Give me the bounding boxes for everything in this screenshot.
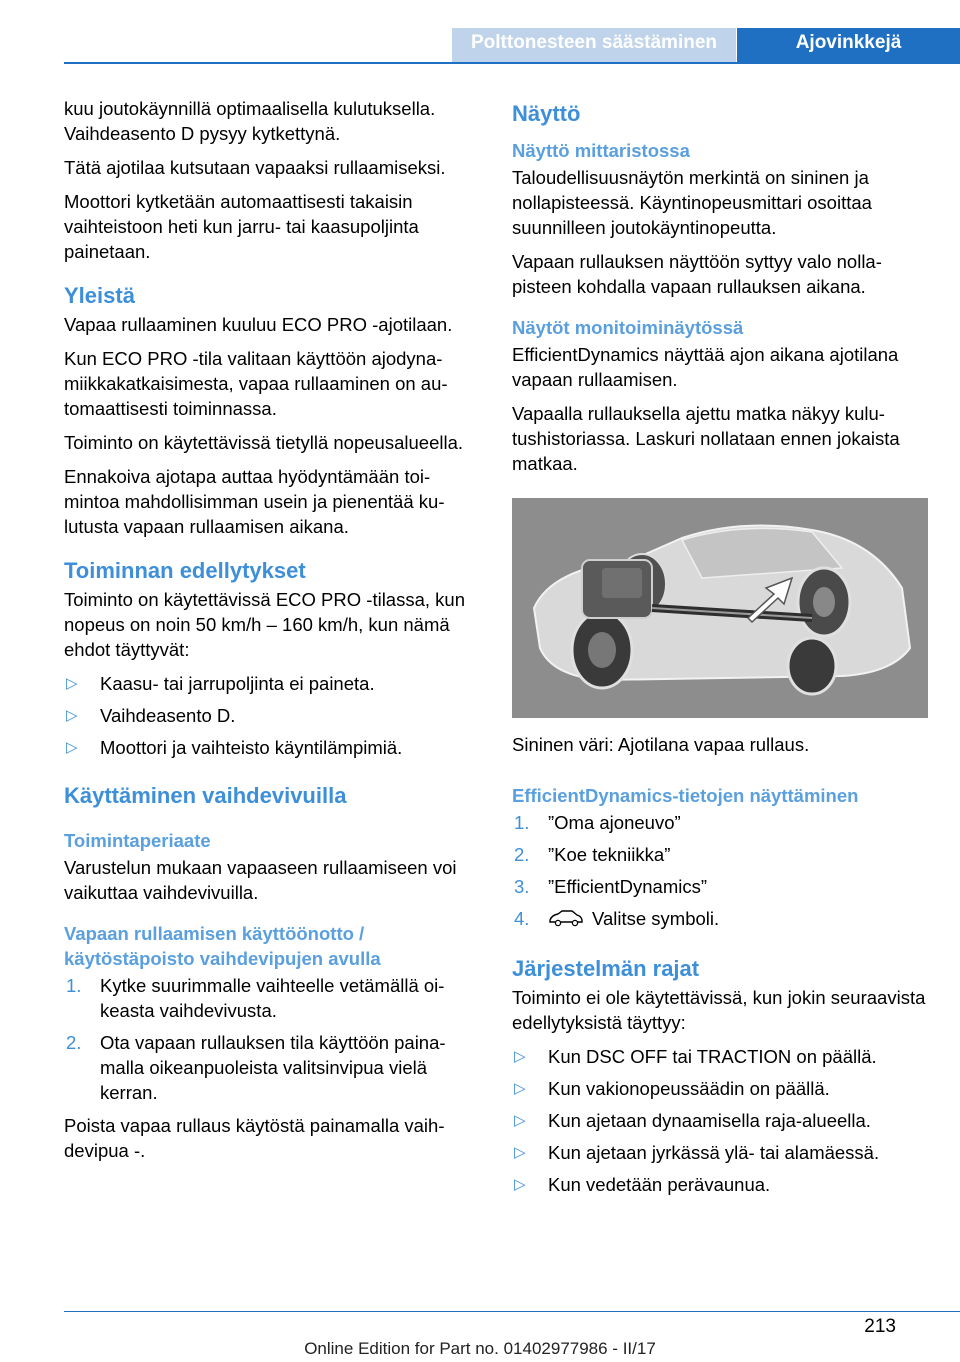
paragraph: Toiminto on käytettävissä tietyllä nopeusalueella.: [64, 432, 464, 453]
step-number: 4.: [514, 908, 530, 929]
footer-edition: Online Edition for Part no. 01402977986 - II/17: [304, 1339, 656, 1358]
list-item-text: Kun ajetaan jyrkässä ylä- tai alamäessä.: [548, 1141, 880, 1163]
car-coasting-symbol-icon: [548, 908, 584, 933]
triangle-bullet-icon: ▷: [514, 1143, 526, 1161]
subheading-efficientdynamics: EfficientDynamics-tietojen näyttäminen: [512, 785, 859, 806]
list-item: [64, 1030, 479, 1105]
paragraph: Toiminto on käytettävissä ECO PRO -tilassa, kun nopeus on noin 50 km/h – 160 km/h, kun nämä ehdot täyttyvät:: [64, 589, 465, 660]
subheading-toimintaperiaate: Toimintaperiaate: [64, 830, 211, 851]
triangle-bullet-icon: ▷: [66, 675, 78, 692]
step-number: 2.: [66, 1032, 82, 1053]
triangle-bullet-icon: ▷: [66, 739, 78, 756]
paragraph: Vapaalla rullauksella ajettu matka näkyy kulutushistoriassa. Laskuri nollataan ennen jokaista matkaa.: [512, 403, 900, 474]
list-item-text: Valitse symboli.: [592, 908, 720, 929]
list-item: [512, 1044, 927, 1069]
footer-rule: [64, 1311, 960, 1312]
paragraph: Varustelun mukaan vapaaseen rullaamiseen voi vaikuttaa vaihdevivuilla.: [64, 857, 457, 903]
subheading-monitoimi: Näytöt monitoiminäytössä: [512, 317, 744, 338]
list-item-text: ”EfficientDynamics”: [548, 876, 708, 897]
list-item-text: Kun ajetaan dynaamisella raja-alueella.: [548, 1109, 871, 1131]
triangle-bullet-icon: ▷: [66, 707, 78, 724]
section-heading-rajat: Järjestelmän rajat: [512, 955, 700, 981]
header-section-tab: Polttonesteen säästäminen: [452, 28, 736, 62]
subheading-mittaristo: Näyttö mittaristossa: [512, 140, 690, 161]
page-number: 213: [864, 1316, 896, 1337]
limits-list: [512, 1044, 927, 1197]
triangle-bullet-icon: ▷: [514, 1047, 526, 1065]
list-item: [512, 1108, 927, 1133]
list-item: [64, 735, 479, 760]
triangle-bullet-icon: ▷: [514, 1175, 526, 1193]
list-item: [512, 810, 927, 835]
condition-list: [64, 671, 479, 760]
intro-paragraph: kuu joutokäynnillä optimaalisella kulutuksella. Vaihdeasento D pysyy kytkettynä.: [64, 98, 436, 144]
paragraph: Ennakoiva ajotapa auttaa hyödyntämään toimintoa mahdollisimman usein ja pienentää kulutusta vapaan rullaamisen aikana.: [64, 466, 445, 537]
triangle-bullet-icon: ▷: [514, 1111, 526, 1129]
list-item-text: Kun vakionopeussäädin on päällä.: [548, 1077, 830, 1099]
left-column: [64, 96, 479, 1172]
paragraph: Poista vapaa rullaus käytöstä painamalla vaihdevipua -.: [64, 1115, 445, 1161]
paragraph: Toiminto ei ole käytettävissä, kun jokin seuraavista edellytyksistä täyttyy:: [512, 986, 926, 1033]
list-item-text: ”Oma ajoneuvo”: [548, 812, 681, 833]
list-item-text: Vaihdeasento D.: [100, 705, 236, 726]
paragraph: Vapaa rullaaminen kuuluu ECO PRO -ajotilaan.: [64, 314, 453, 335]
car-drivetrain-illustration: [512, 498, 928, 718]
list-item: [512, 874, 927, 899]
list-item: [64, 703, 479, 728]
step-number: 1.: [514, 812, 530, 833]
list-item-text: Kun DSC OFF tai TRACTION on päällä.: [548, 1045, 877, 1067]
header-chapter-tab: Ajovinkkejä: [737, 28, 960, 62]
list-item: [512, 1076, 927, 1101]
paragraph: Vapaan rullauksen näyttöön syttyy valo nollapisteen kohdalla vapaan rullauksen aikana.: [512, 251, 882, 297]
car-drivetrain-svg: [512, 498, 928, 718]
list-item: [512, 906, 927, 933]
menu-steps-list: [512, 810, 927, 933]
paragraph: Taloudellisuusnäytön merkintä on sininen ja nollapisteessä. Käyntinopeusmittari osoittaa suunnilleen joutokäyntinopeutta.: [512, 167, 872, 238]
paragraph: EfficientDynamics näyttää ajon aikana ajotilana vapaan rullaamisen.: [512, 344, 899, 390]
triangle-bullet-icon: ▷: [514, 1079, 526, 1097]
steps-list: [64, 973, 479, 1105]
list-item-text: Moottori ja vaihteisto käyntilämpimiä.: [100, 737, 403, 758]
subheading-kayttoonotto: Vapaan rullaamisen käyttöönotto / käytöstäpoisto vaihdevipujen avulla: [64, 923, 381, 969]
list-item: [512, 1172, 927, 1197]
list-item: [64, 671, 479, 696]
figure-caption: Sininen väri: Ajotilana vapaa rullaus.: [512, 734, 810, 755]
list-item-text: Kaasu- tai jarrupoljinta ei paineta.: [100, 673, 375, 694]
section-heading-yleista: Yleistä: [64, 283, 135, 308]
step-number: 3.: [514, 876, 530, 897]
list-item-text: Kun vedetään perävaunua.: [548, 1173, 771, 1195]
step-number: 1.: [66, 975, 82, 996]
list-item: [512, 842, 927, 867]
list-item-text: Ota vapaan rullauksen tila käyttöön painamalla oikeanpuoleista valitsinvipua vielä kerran.: [100, 1032, 446, 1103]
intro-paragraph: Moottori kytketään automaattisesti takaisin vaihteistoon heti kun jarru- tai kaasupoljinta painetaan.: [64, 191, 419, 262]
list-item-text: ”Koe tekniikka”: [548, 844, 671, 865]
intro-paragraph: Tätä ajotilaa kutsutaan vapaaksi rullaamiseksi.: [64, 157, 446, 178]
header-rule: [64, 62, 960, 64]
step-number: 2.: [514, 844, 530, 865]
list-item-text: Kytke suurimmalle vaihteelle vetämällä oikeasta vaihdevivusta.: [100, 975, 445, 1021]
list-item: [512, 1140, 927, 1165]
paragraph: Kun ECO PRO -tila valitaan käyttöön ajodynamiikkakatkaisimesta, vapaa rullaaminen on automaattisesti toiminnassa.: [64, 348, 448, 419]
list-item: [64, 973, 479, 1023]
section-heading-naytto: Näyttö: [512, 101, 581, 126]
section-heading-vaihdevivut: Käyttäminen vaihdevivuilla: [64, 783, 347, 808]
section-heading-edellytykset: Toiminnan edellytykset: [64, 558, 306, 583]
right-column: [512, 96, 927, 1205]
